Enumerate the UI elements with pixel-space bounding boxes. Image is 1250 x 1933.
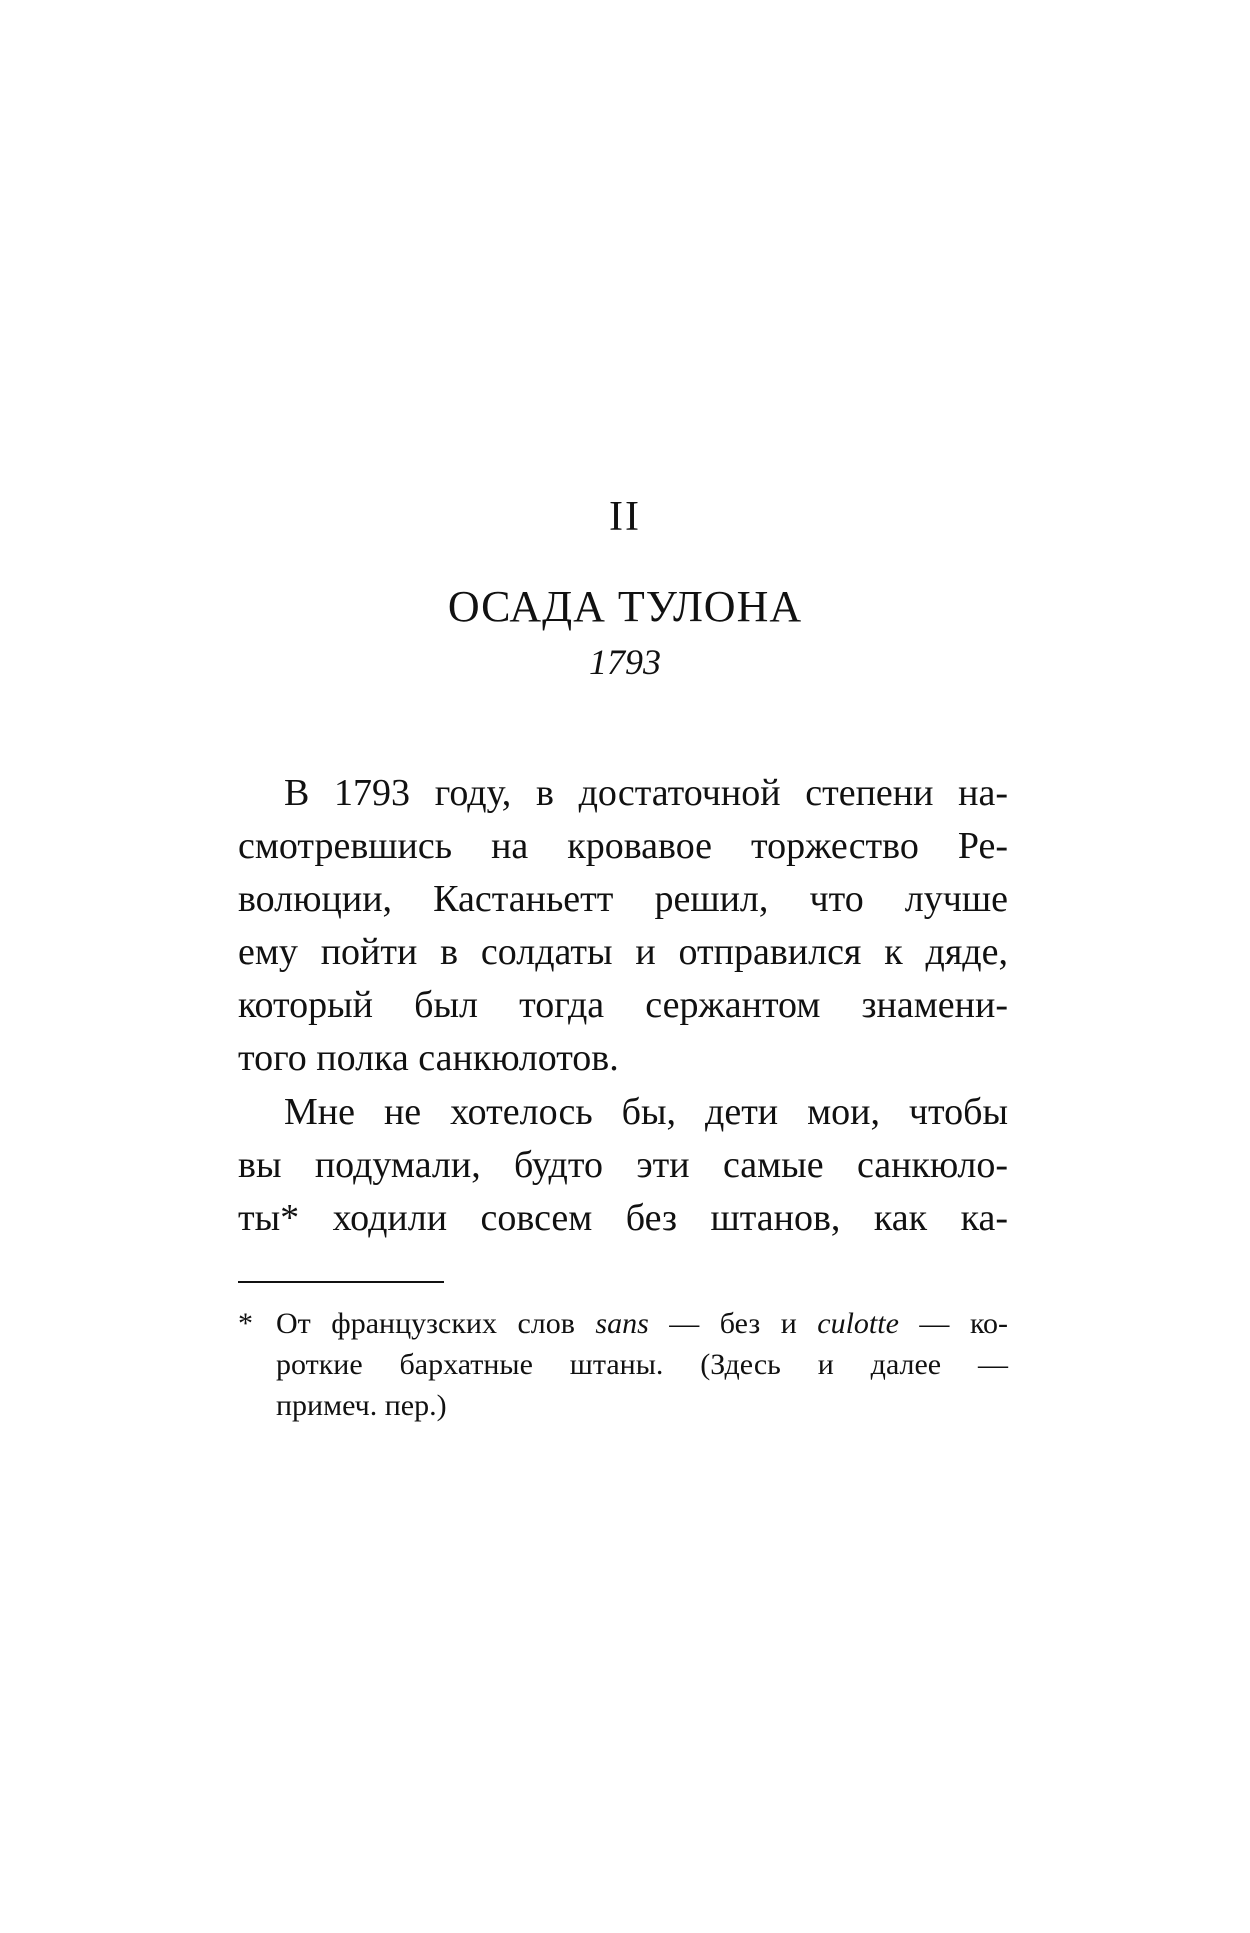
- chapter-year: 1793: [589, 642, 661, 682]
- paragraph-1-line-4: ему пойти в солдаты и отправился к дяде,: [238, 931, 1008, 973]
- paragraph-2-line-3: ты* ходили совсем без штанов, как ка-: [238, 1197, 1008, 1239]
- paragraph-1-line-2: смотревшись на кровавое торжество Ре-: [238, 825, 1008, 867]
- footnote-text-b: — без и: [648, 1307, 818, 1340]
- footnote-line-2: роткие бархатные штаны. (Здесь и далее —: [276, 1348, 1008, 1381]
- footnote-rule: [238, 1281, 444, 1283]
- footnote-text-a: От французских слов: [276, 1307, 596, 1340]
- footnote-term-sans: sans: [595, 1307, 649, 1340]
- footnote-line-1: [238, 1304, 1008, 1344]
- paragraph-1-line-1: В 1793 году, в достаточной степени на-: [284, 772, 1008, 814]
- chapter-number: II: [609, 494, 641, 540]
- footnote-line-3: примеч. пер.): [276, 1389, 447, 1422]
- footnote-text-c: — ко-: [898, 1307, 1008, 1340]
- paragraph-2-line-2: вы подумали, будто эти самые санкюло-: [238, 1144, 1008, 1186]
- paragraph-1-line-5: который был тогда сержантом знамени-: [238, 984, 1008, 1026]
- footnote-term-culotte: culotte: [817, 1307, 899, 1340]
- paragraph-2-line-1: Мне не хотелось бы, дети мои, чтобы: [284, 1091, 1008, 1133]
- paragraph-1-line-6: того полка санкюлотов.: [238, 1037, 619, 1079]
- footnote-marker: *: [238, 1307, 253, 1340]
- paragraph-1-line-3: волюции, Кастаньетт решил, что лучше: [238, 878, 1008, 920]
- chapter-title: ОСАДА ТУЛОНА: [447, 582, 803, 631]
